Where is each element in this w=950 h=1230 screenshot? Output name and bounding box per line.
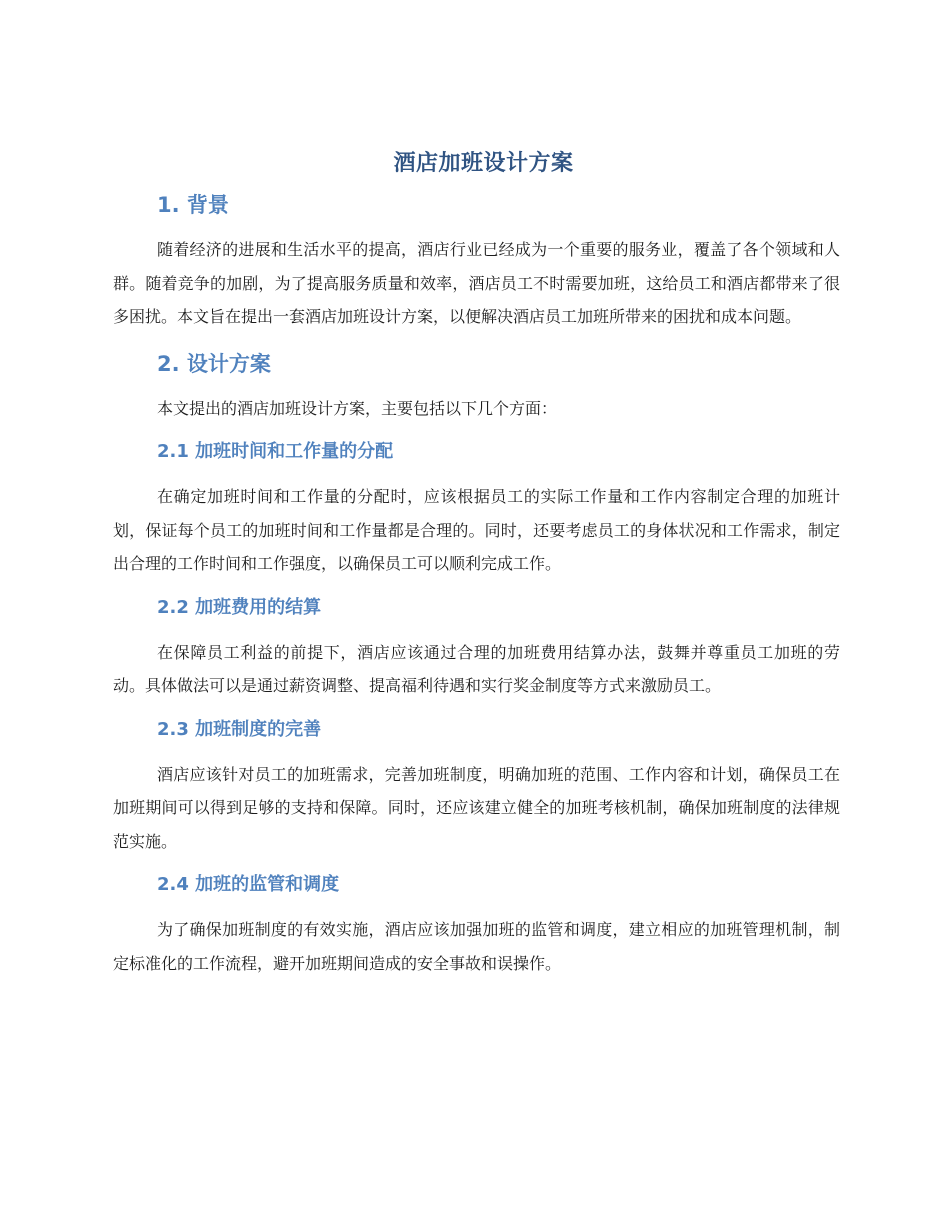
subsection-paragraph-2-2: 在保障员工利益的前提下，酒店应该通过合理的加班费用结算办法，鼓舞并尊重员工加班的劳动。具体做法可以是通过薪资调整、提高福利待遇和实行奖金制度等方式来激励员工。 [113, 642, 840, 695]
subsection-heading-2-2: 2.2 加班费用的结算 [157, 596, 322, 618]
document-page [113, 142, 840, 980]
background-paragraph: 随着经济的进展和生活水平的提高，酒店行业已经成为一个重要的服务业，覆盖了各个领域和人群。随着竞争的加剧，为了提高服务质量和效率，酒店员工不时需要加班，这给员工和酒店都带来了很多困扰。本文旨在提出一套酒店加班设计方案，以便解决酒店员工加班所带来的困扰和成本问题。 [113, 240, 840, 326]
subsection-heading-2-4: 2.4 加班的监管和调度 [157, 874, 340, 895]
subsection-paragraph-2-1: 在确定加班时间和工作量的分配时，应该根据员工的实际工作量和工作内容制定合理的加班计划，保证每个员工的加班时间和工作量都是合理的。同时，还要考虑员工的身体状况和工作需求，制定出合理的工作时间和工作强度，以确保员工可以顺利完成工作。 [113, 487, 840, 573]
section-heading-background: 1. 背景 [157, 193, 229, 217]
page-title: 酒店加班设计方案 [393, 151, 574, 176]
subsection-paragraph-2-3: 酒店应该针对员工的加班需求，完善加班制度，明确加班的范围、工作内容和计划，确保员工在加班期间可以得到足够的支持和保障。同时，还应该建立健全的加班考核机制，确保加班制度的法律规范实施。 [113, 764, 840, 851]
subsection-heading-2-1: 2.1 加班时间和工作量的分配 [157, 441, 394, 462]
subsection-heading-2-3: 2.3 加班制度的完善 [157, 718, 322, 740]
subsection-paragraph-2-4: 为了确保加班制度的有效实施，酒店应该加强加班的监管和调度，建立相应的加班管理机制，制定标准化的工作流程，避开加班期间造成的安全事故和误操作。 [113, 920, 840, 973]
design-intro-paragraph: 本文提出的酒店加班设计方案，主要包括以下几个方面： [157, 398, 558, 418]
section-heading-design: 2. 设计方案 [157, 351, 271, 376]
